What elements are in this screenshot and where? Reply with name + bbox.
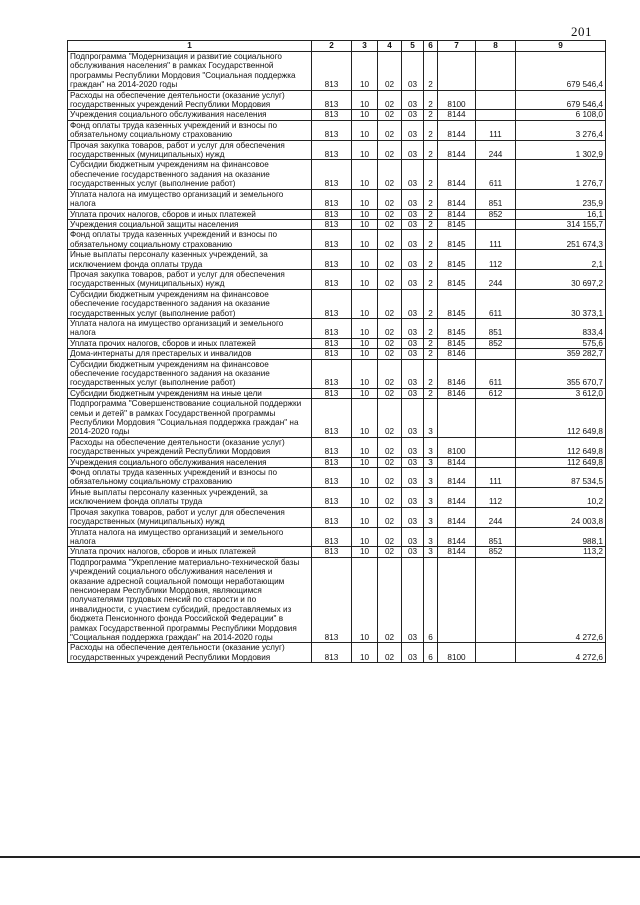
table-row bbox=[68, 209, 606, 219]
cell-c5: 03 bbox=[402, 643, 424, 663]
cell-c7: 8144 bbox=[438, 160, 476, 189]
cell-c4: 02 bbox=[378, 338, 402, 348]
cell-c7: 8145 bbox=[438, 219, 476, 229]
cell-c5: 03 bbox=[402, 359, 424, 388]
cell-c7: 8144 bbox=[438, 468, 476, 488]
cell-c2: 813 bbox=[312, 507, 352, 527]
cell-c7: 8144 bbox=[438, 110, 476, 120]
cell-c5: 03 bbox=[402, 219, 424, 229]
cell-c4: 02 bbox=[378, 457, 402, 467]
cell-c2: 813 bbox=[312, 289, 352, 318]
cell-c6: 3 bbox=[424, 399, 438, 438]
table-row bbox=[68, 90, 606, 110]
cell-c7: 8144 bbox=[438, 487, 476, 507]
cell-c6: 2 bbox=[424, 160, 438, 189]
cell-c3: 10 bbox=[352, 527, 378, 547]
cell-c5: 03 bbox=[402, 388, 424, 398]
cell-c9: 1 302,9 bbox=[516, 140, 606, 160]
cell-c9: 4 272,6 bbox=[516, 557, 606, 643]
cell-c4: 02 bbox=[378, 399, 402, 438]
cell-c4: 02 bbox=[378, 468, 402, 488]
cell-c7: 8146 bbox=[438, 388, 476, 398]
cell-c4: 02 bbox=[378, 90, 402, 110]
cell-c3: 10 bbox=[352, 457, 378, 467]
cell-c4: 02 bbox=[378, 140, 402, 160]
cell-c6: 2 bbox=[424, 250, 438, 270]
cell-c8: 612 bbox=[476, 388, 516, 398]
column-header: 6 bbox=[424, 41, 438, 52]
cell-c4: 02 bbox=[378, 250, 402, 270]
cell-c5: 03 bbox=[402, 250, 424, 270]
cell-c4: 02 bbox=[378, 219, 402, 229]
cell-c2: 813 bbox=[312, 359, 352, 388]
cell-c6: 3 bbox=[424, 487, 438, 507]
cell-c6: 2 bbox=[424, 219, 438, 229]
cell-c7: 8144 bbox=[438, 507, 476, 527]
cell-c8: 244 bbox=[476, 269, 516, 289]
cell-c9: 24 003,8 bbox=[516, 507, 606, 527]
cell-c9: 87 534,5 bbox=[516, 468, 606, 488]
cell-c2: 813 bbox=[312, 557, 352, 643]
table-row bbox=[68, 399, 606, 438]
cell-c8 bbox=[476, 457, 516, 467]
table-row bbox=[68, 52, 606, 91]
cell-c4: 02 bbox=[378, 359, 402, 388]
cell-c9: 112 649,8 bbox=[516, 437, 606, 457]
row-name: Уплата прочих налогов, сборов и иных платежей bbox=[68, 547, 312, 557]
cell-c5: 03 bbox=[402, 457, 424, 467]
cell-c9: 10,2 bbox=[516, 487, 606, 507]
cell-c8: 851 bbox=[476, 527, 516, 547]
cell-c8 bbox=[476, 399, 516, 438]
cell-c7: 8144 bbox=[438, 209, 476, 219]
row-name: Субсидии бюджетным учреждениям на финансовое обеспечение государственного задания на оказание государственных услуг (выполнение работ) bbox=[68, 160, 312, 189]
row-name: Прочая закупка товаров, работ и услуг для обеспечения государственных (муниципальных) нужд bbox=[68, 507, 312, 527]
cell-c8: 111 bbox=[476, 120, 516, 140]
cell-c6: 2 bbox=[424, 140, 438, 160]
column-header: 5 bbox=[402, 41, 424, 52]
cell-c7: 8145 bbox=[438, 250, 476, 270]
cell-c4: 02 bbox=[378, 527, 402, 547]
cell-c4: 02 bbox=[378, 289, 402, 318]
cell-c4: 02 bbox=[378, 52, 402, 91]
cell-c5: 03 bbox=[402, 527, 424, 547]
cell-c9: 833,4 bbox=[516, 318, 606, 338]
table-row bbox=[68, 527, 606, 547]
cell-c9: 4 272,6 bbox=[516, 643, 606, 663]
cell-c5: 03 bbox=[402, 338, 424, 348]
column-header: 8 bbox=[476, 41, 516, 52]
cell-c7: 8100 bbox=[438, 643, 476, 663]
cell-c5: 03 bbox=[402, 230, 424, 250]
cell-c4: 02 bbox=[378, 110, 402, 120]
cell-c9: 355 670,7 bbox=[516, 359, 606, 388]
cell-c9: 30 373,1 bbox=[516, 289, 606, 318]
column-header: 3 bbox=[352, 41, 378, 52]
cell-c2: 813 bbox=[312, 209, 352, 219]
cell-c3: 10 bbox=[352, 437, 378, 457]
cell-c4: 02 bbox=[378, 120, 402, 140]
table-row bbox=[68, 468, 606, 488]
table-row bbox=[68, 437, 606, 457]
table-row bbox=[68, 557, 606, 643]
row-name: Учреждения социального обслуживания населения bbox=[68, 110, 312, 120]
cell-c8: 111 bbox=[476, 468, 516, 488]
table-row bbox=[68, 507, 606, 527]
cell-c7: 8145 bbox=[438, 338, 476, 348]
cell-c6: 3 bbox=[424, 457, 438, 467]
cell-c7 bbox=[438, 557, 476, 643]
cell-c4: 02 bbox=[378, 318, 402, 338]
cell-c8: 611 bbox=[476, 289, 516, 318]
cell-c3: 10 bbox=[352, 468, 378, 488]
cell-c4: 02 bbox=[378, 643, 402, 663]
cell-c5: 03 bbox=[402, 269, 424, 289]
cell-c4: 02 bbox=[378, 388, 402, 398]
cell-c2: 813 bbox=[312, 269, 352, 289]
cell-c2: 813 bbox=[312, 457, 352, 467]
cell-c8: 851 bbox=[476, 318, 516, 338]
row-name: Расходы на обеспечение деятельности (оказание услуг) государственных учреждений Республики Мордовия bbox=[68, 643, 312, 663]
cell-c3: 10 bbox=[352, 349, 378, 359]
cell-c6: 2 bbox=[424, 338, 438, 348]
budget-table bbox=[67, 40, 606, 663]
table-row bbox=[68, 643, 606, 663]
cell-c4: 02 bbox=[378, 547, 402, 557]
cell-c8 bbox=[476, 557, 516, 643]
cell-c2: 813 bbox=[312, 219, 352, 229]
cell-c3: 10 bbox=[352, 269, 378, 289]
page-number: 201 bbox=[571, 24, 592, 39]
table-row bbox=[68, 289, 606, 318]
cell-c6: 2 bbox=[424, 52, 438, 91]
table-row bbox=[68, 388, 606, 398]
column-header: 7 bbox=[438, 41, 476, 52]
cell-c7: 8100 bbox=[438, 437, 476, 457]
cell-c5: 03 bbox=[402, 90, 424, 110]
row-name: Расходы на обеспечение деятельности (оказание услуг) государственных учреждений Республики Мордовия bbox=[68, 90, 312, 110]
cell-c4: 02 bbox=[378, 507, 402, 527]
cell-c8: 112 bbox=[476, 487, 516, 507]
table-row bbox=[68, 547, 606, 557]
cell-c7: 8145 bbox=[438, 289, 476, 318]
row-name: Учреждения социального обслуживания населения bbox=[68, 457, 312, 467]
cell-c3: 10 bbox=[352, 318, 378, 338]
cell-c5: 03 bbox=[402, 557, 424, 643]
cell-c6: 2 bbox=[424, 90, 438, 110]
cell-c5: 03 bbox=[402, 110, 424, 120]
cell-c5: 03 bbox=[402, 52, 424, 91]
cell-c6: 2 bbox=[424, 269, 438, 289]
cell-c2: 813 bbox=[312, 547, 352, 557]
cell-c8: 852 bbox=[476, 338, 516, 348]
cell-c5: 03 bbox=[402, 209, 424, 219]
cell-c8: 244 bbox=[476, 507, 516, 527]
cell-c3: 10 bbox=[352, 643, 378, 663]
cell-c3: 10 bbox=[352, 189, 378, 209]
cell-c2: 813 bbox=[312, 349, 352, 359]
row-name: Уплата прочих налогов, сборов и иных платежей bbox=[68, 338, 312, 348]
cell-c3: 10 bbox=[352, 110, 378, 120]
table-row bbox=[68, 160, 606, 189]
cell-c2: 813 bbox=[312, 437, 352, 457]
cell-c9: 1 276,7 bbox=[516, 160, 606, 189]
column-header: 9 bbox=[516, 41, 606, 52]
cell-c9: 575,6 bbox=[516, 338, 606, 348]
cell-c5: 03 bbox=[402, 349, 424, 359]
cell-c3: 10 bbox=[352, 487, 378, 507]
cell-c6: 3 bbox=[424, 547, 438, 557]
cell-c7: 8145 bbox=[438, 318, 476, 338]
cell-c8 bbox=[476, 437, 516, 457]
table-row bbox=[68, 359, 606, 388]
cell-c8 bbox=[476, 643, 516, 663]
cell-c9: 3 612,0 bbox=[516, 388, 606, 398]
cell-c2: 813 bbox=[312, 250, 352, 270]
cell-c6: 2 bbox=[424, 230, 438, 250]
cell-c2: 813 bbox=[312, 527, 352, 547]
cell-c7: 8144 bbox=[438, 457, 476, 467]
cell-c9: 251 674,3 bbox=[516, 230, 606, 250]
row-name: Уплата налога на имущество организаций и земельного налога bbox=[68, 527, 312, 547]
cell-c3: 10 bbox=[352, 219, 378, 229]
cell-c3: 10 bbox=[352, 289, 378, 318]
cell-c6: 3 bbox=[424, 527, 438, 547]
cell-c5: 03 bbox=[402, 160, 424, 189]
cell-c2: 813 bbox=[312, 52, 352, 91]
cell-c8: 611 bbox=[476, 160, 516, 189]
cell-c5: 03 bbox=[402, 547, 424, 557]
cell-c7: 8144 bbox=[438, 120, 476, 140]
cell-c9: 235,9 bbox=[516, 189, 606, 209]
cell-c2: 813 bbox=[312, 90, 352, 110]
column-header: 2 bbox=[312, 41, 352, 52]
row-name: Прочая закупка товаров, работ и услуг для обеспечения государственных (муниципальных) нужд bbox=[68, 269, 312, 289]
cell-c3: 10 bbox=[352, 338, 378, 348]
table-row bbox=[68, 140, 606, 160]
row-name: Фонд оплаты труда казенных учреждений и взносы по обязательному социальному страхованию bbox=[68, 120, 312, 140]
cell-c3: 10 bbox=[352, 52, 378, 91]
table-row bbox=[68, 457, 606, 467]
cell-c4: 02 bbox=[378, 349, 402, 359]
cell-c6: 2 bbox=[424, 359, 438, 388]
cell-c5: 03 bbox=[402, 468, 424, 488]
cell-c8 bbox=[476, 52, 516, 91]
row-name: Учреждения социальной защиты населения bbox=[68, 219, 312, 229]
cell-c2: 813 bbox=[312, 643, 352, 663]
cell-c4: 02 bbox=[378, 209, 402, 219]
cell-c3: 10 bbox=[352, 140, 378, 160]
cell-c5: 03 bbox=[402, 140, 424, 160]
row-name: Субсидии бюджетным учреждениям на финансовое обеспечение государственного задания на оказание государственных услуг (выполнение работ) bbox=[68, 289, 312, 318]
table-row bbox=[68, 349, 606, 359]
row-name: Уплата налога на имущество организаций и земельного налога bbox=[68, 189, 312, 209]
table-row bbox=[68, 250, 606, 270]
cell-c9: 112 649,8 bbox=[516, 457, 606, 467]
cell-c6: 6 bbox=[424, 557, 438, 643]
column-header: 1 bbox=[68, 41, 312, 52]
cell-c7: 8144 bbox=[438, 189, 476, 209]
cell-c8: 244 bbox=[476, 140, 516, 160]
cell-c7: 8144 bbox=[438, 140, 476, 160]
cell-c6: 2 bbox=[424, 120, 438, 140]
row-name: Субсидии бюджетным учреждениям на иные цели bbox=[68, 388, 312, 398]
cell-c9: 3 276,4 bbox=[516, 120, 606, 140]
cell-c3: 10 bbox=[352, 120, 378, 140]
cell-c4: 02 bbox=[378, 160, 402, 189]
cell-c3: 10 bbox=[352, 209, 378, 219]
row-name: Уплата налога на имущество организаций и земельного налога bbox=[68, 318, 312, 338]
cell-c2: 813 bbox=[312, 399, 352, 438]
cell-c4: 02 bbox=[378, 269, 402, 289]
cell-c3: 10 bbox=[352, 557, 378, 643]
row-name: Субсидии бюджетным учреждениям на финансовое обеспечение государственного задания на оказание государственных услуг (выполнение работ) bbox=[68, 359, 312, 388]
cell-c4: 02 bbox=[378, 189, 402, 209]
cell-c4: 02 bbox=[378, 437, 402, 457]
cell-c8: 852 bbox=[476, 209, 516, 219]
cell-c2: 813 bbox=[312, 230, 352, 250]
header-row bbox=[68, 41, 606, 52]
table-row bbox=[68, 189, 606, 209]
row-name: Дома-интернаты для престарелых и инвалидов bbox=[68, 349, 312, 359]
cell-c3: 10 bbox=[352, 388, 378, 398]
cell-c5: 03 bbox=[402, 437, 424, 457]
row-name: Иные выплаты персоналу казенных учреждений, за исключением фонда оплаты труда bbox=[68, 487, 312, 507]
row-name: Фонд оплаты труда казенных учреждений и взносы по обязательному социальному страхованию bbox=[68, 468, 312, 488]
cell-c3: 10 bbox=[352, 230, 378, 250]
cell-c5: 03 bbox=[402, 120, 424, 140]
cell-c5: 03 bbox=[402, 318, 424, 338]
row-name: Подпрограмма "Укрепление материально-технической базы учреждений социального обслуживания населения и оказание адресной социальной помощи неработающим пенсионерам Республики Мордовия, являющимся получателями трудовых пенсий по старости и по инвалидности, с участием субсидий, предоставляемых из бюджета Пенсионного фонда Российской Федерации" в рамках Государственной программы Республики Мордовия "Социальная поддержка граждан" на 2014-2020 годы bbox=[68, 557, 312, 643]
cell-c6: 2 bbox=[424, 349, 438, 359]
cell-c6: 2 bbox=[424, 388, 438, 398]
cell-c7: 8145 bbox=[438, 230, 476, 250]
cell-c7: 8100 bbox=[438, 90, 476, 110]
cell-c7 bbox=[438, 52, 476, 91]
cell-c6: 3 bbox=[424, 468, 438, 488]
table-row bbox=[68, 230, 606, 250]
row-name: Иные выплаты персоналу казенных учреждений, за исключением фонда оплаты труда bbox=[68, 250, 312, 270]
table-row bbox=[68, 110, 606, 120]
table-row bbox=[68, 318, 606, 338]
cell-c5: 03 bbox=[402, 289, 424, 318]
cell-c8: 112 bbox=[476, 250, 516, 270]
row-name: Фонд оплаты труда казенных учреждений и взносы по обязательному социальному страхованию bbox=[68, 230, 312, 250]
cell-c9: 30 697,2 bbox=[516, 269, 606, 289]
table-row bbox=[68, 120, 606, 140]
cell-c7: 8146 bbox=[438, 359, 476, 388]
table-row bbox=[68, 269, 606, 289]
cell-c8: 611 bbox=[476, 359, 516, 388]
cell-c3: 10 bbox=[352, 90, 378, 110]
cell-c9: 112 649,8 bbox=[516, 399, 606, 438]
cell-c5: 03 bbox=[402, 507, 424, 527]
cell-c3: 10 bbox=[352, 359, 378, 388]
cell-c6: 2 bbox=[424, 209, 438, 219]
bottom-rule bbox=[0, 856, 640, 858]
cell-c8 bbox=[476, 90, 516, 110]
cell-c7: 8146 bbox=[438, 349, 476, 359]
cell-c8 bbox=[476, 110, 516, 120]
row-name: Расходы на обеспечение деятельности (оказание услуг) государственных учреждений Республики Мордовия bbox=[68, 437, 312, 457]
cell-c4: 02 bbox=[378, 230, 402, 250]
cell-c2: 813 bbox=[312, 189, 352, 209]
cell-c2: 813 bbox=[312, 338, 352, 348]
cell-c7: 8144 bbox=[438, 547, 476, 557]
cell-c8: 852 bbox=[476, 547, 516, 557]
cell-c2: 813 bbox=[312, 388, 352, 398]
cell-c7 bbox=[438, 399, 476, 438]
cell-c9: 2,1 bbox=[516, 250, 606, 270]
cell-c6: 3 bbox=[424, 507, 438, 527]
cell-c7: 8145 bbox=[438, 269, 476, 289]
cell-c2: 813 bbox=[312, 318, 352, 338]
cell-c2: 813 bbox=[312, 140, 352, 160]
table-row bbox=[68, 338, 606, 348]
cell-c7: 8144 bbox=[438, 527, 476, 547]
cell-c9: 679 546,4 bbox=[516, 90, 606, 110]
cell-c3: 10 bbox=[352, 547, 378, 557]
cell-c9: 679 546,4 bbox=[516, 52, 606, 91]
cell-c2: 813 bbox=[312, 120, 352, 140]
cell-c8: 111 bbox=[476, 230, 516, 250]
cell-c9: 314 155,7 bbox=[516, 219, 606, 229]
cell-c4: 02 bbox=[378, 557, 402, 643]
table-row bbox=[68, 487, 606, 507]
cell-c2: 813 bbox=[312, 160, 352, 189]
cell-c9: 16,1 bbox=[516, 209, 606, 219]
cell-c6: 2 bbox=[424, 289, 438, 318]
row-name: Уплата прочих налогов, сборов и иных платежей bbox=[68, 209, 312, 219]
cell-c9: 6 108,0 bbox=[516, 110, 606, 120]
cell-c3: 10 bbox=[352, 160, 378, 189]
cell-c9: 359 282,7 bbox=[516, 349, 606, 359]
cell-c5: 03 bbox=[402, 189, 424, 209]
cell-c4: 02 bbox=[378, 487, 402, 507]
row-name: Подпрограмма "Модернизация и развитие социального обслуживания населения" в рамках Государственной программы Республики Мордовия "Социальная поддержка граждан" на 2014-2020 годы bbox=[68, 52, 312, 91]
cell-c8 bbox=[476, 349, 516, 359]
table-row bbox=[68, 219, 606, 229]
column-header: 4 bbox=[378, 41, 402, 52]
cell-c3: 10 bbox=[352, 507, 378, 527]
cell-c3: 10 bbox=[352, 250, 378, 270]
cell-c5: 03 bbox=[402, 399, 424, 438]
cell-c5: 03 bbox=[402, 487, 424, 507]
cell-c8 bbox=[476, 219, 516, 229]
cell-c9: 113,2 bbox=[516, 547, 606, 557]
cell-c9: 988,1 bbox=[516, 527, 606, 547]
row-name: Прочая закупка товаров, работ и услуг для обеспечения государственных (муниципальных) нужд bbox=[68, 140, 312, 160]
cell-c6: 3 bbox=[424, 437, 438, 457]
cell-c6: 2 bbox=[424, 318, 438, 338]
cell-c2: 813 bbox=[312, 110, 352, 120]
cell-c2: 813 bbox=[312, 468, 352, 488]
cell-c6: 2 bbox=[424, 110, 438, 120]
cell-c3: 10 bbox=[352, 399, 378, 438]
row-name: Подпрограмма "Совершенствование социальной поддержки семьи и детей" в рамках Государственной программы Республики Мордовия "Социальная поддержка граждан" на 2014-2020 годы bbox=[68, 399, 312, 438]
cell-c2: 813 bbox=[312, 487, 352, 507]
cell-c6: 2 bbox=[424, 189, 438, 209]
cell-c6: 6 bbox=[424, 643, 438, 663]
cell-c8: 851 bbox=[476, 189, 516, 209]
